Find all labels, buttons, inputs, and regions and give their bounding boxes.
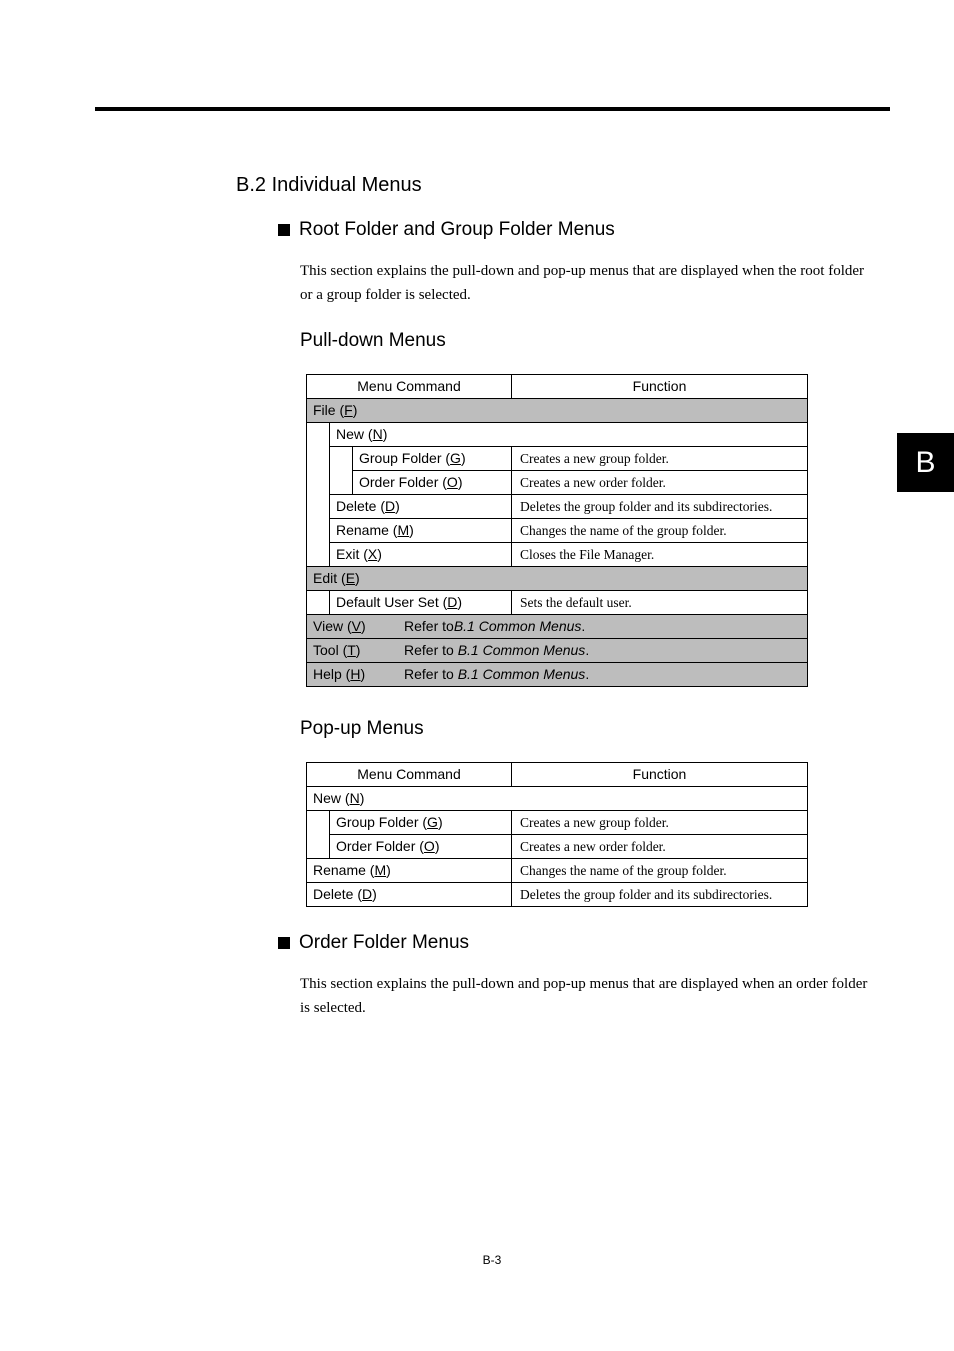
fn-default-user-set: Sets the default user. bbox=[512, 591, 808, 615]
header-function: Function bbox=[512, 375, 808, 399]
indent-cell bbox=[330, 447, 353, 495]
popup-table bbox=[306, 762, 808, 907]
root-folder-heading-text: Root Folder and Group Folder Menus bbox=[299, 219, 615, 240]
menu-default-user-set: Default User Set (D) bbox=[330, 591, 512, 615]
menu-tool: Tool (T) Refer to B.1 Common Menus. bbox=[307, 639, 808, 663]
menu-group-folder: Group Folder (G) bbox=[353, 447, 512, 471]
table-row bbox=[307, 447, 808, 471]
table-row bbox=[307, 567, 808, 591]
table-row bbox=[307, 543, 808, 567]
fn-group-folder: Creates a new group folder. bbox=[512, 447, 808, 471]
table-row bbox=[307, 859, 808, 883]
fn-rename: Changes the name of the group folder. bbox=[512, 859, 808, 883]
table-header-row bbox=[307, 763, 808, 787]
table-row bbox=[307, 471, 808, 495]
fn-rename: Changes the name of the group folder. bbox=[512, 519, 808, 543]
indent-cell bbox=[307, 811, 330, 859]
pulldown-table bbox=[306, 374, 808, 687]
menu-exit: Exit (X) bbox=[330, 543, 512, 567]
popup-new: New (N) bbox=[307, 787, 808, 811]
table-row bbox=[307, 663, 808, 687]
square-bullet-icon bbox=[278, 937, 290, 949]
table-row bbox=[307, 519, 808, 543]
popup-group-folder: Group Folder (G) bbox=[330, 811, 512, 835]
section-title: B.2 Individual Menus bbox=[236, 174, 422, 196]
popup-heading: Pop-up Menus bbox=[300, 718, 424, 739]
table-row bbox=[307, 835, 808, 859]
top-rule bbox=[95, 107, 890, 111]
header-function: Function bbox=[512, 763, 808, 787]
root-folder-heading bbox=[278, 219, 615, 241]
table-row bbox=[307, 883, 808, 907]
fn-order-folder: Creates a new order folder. bbox=[512, 471, 808, 495]
table-row bbox=[307, 615, 808, 639]
order-folder-heading bbox=[278, 932, 469, 954]
fn-order-folder: Creates a new order folder. bbox=[512, 835, 808, 859]
menu-edit: Edit (E) bbox=[307, 567, 808, 591]
indent-cell bbox=[307, 591, 330, 615]
menu-new: New (N) bbox=[330, 423, 808, 447]
table-row bbox=[307, 787, 808, 811]
table-row bbox=[307, 423, 808, 447]
table-row bbox=[307, 811, 808, 835]
root-folder-intro: This section explains the pull-down and pop-up menus that are displayed when the root folder or a group folder is selected. bbox=[300, 263, 865, 303]
square-bullet-icon bbox=[278, 224, 290, 236]
appendix-tab: B bbox=[897, 433, 954, 492]
order-folder-heading-text: Order Folder Menus bbox=[299, 932, 470, 953]
menu-help: Help (H) Refer to B.1 Common Menus. bbox=[307, 663, 808, 687]
fn-exit: Closes the File Manager. bbox=[512, 543, 808, 567]
menu-delete: Delete (D) bbox=[330, 495, 512, 519]
menu-view: View (V) Refer toB.1 Common Menus. bbox=[307, 615, 808, 639]
popup-rename: Rename (M) bbox=[307, 859, 512, 883]
table-header-row bbox=[307, 375, 808, 399]
order-folder-intro: This section explains the pull-down and pop-up menus that are displayed when an order folder is selected. bbox=[300, 976, 868, 1016]
fn-delete: Deletes the group folder and its subdirectories. bbox=[512, 883, 808, 907]
header-menu-command: Menu Command bbox=[307, 763, 512, 787]
fn-group-folder: Creates a new group folder. bbox=[512, 811, 808, 835]
table-row bbox=[307, 639, 808, 663]
popup-order-folder: Order Folder (O) bbox=[330, 835, 512, 859]
indent-cell bbox=[307, 423, 330, 567]
menu-file: File (F) bbox=[307, 399, 808, 423]
table-row bbox=[307, 399, 808, 423]
popup-delete: Delete (D) bbox=[307, 883, 512, 907]
menu-order-folder: Order Folder (O) bbox=[353, 471, 512, 495]
page-number: B-3 bbox=[482, 1253, 502, 1267]
fn-delete: Deletes the group folder and its subdirectories. bbox=[512, 495, 808, 519]
table-row bbox=[307, 495, 808, 519]
pulldown-heading: Pull-down Menus bbox=[300, 330, 446, 351]
table-row bbox=[307, 591, 808, 615]
menu-rename: Rename (M) bbox=[330, 519, 512, 543]
header-menu-command: Menu Command bbox=[307, 375, 512, 399]
